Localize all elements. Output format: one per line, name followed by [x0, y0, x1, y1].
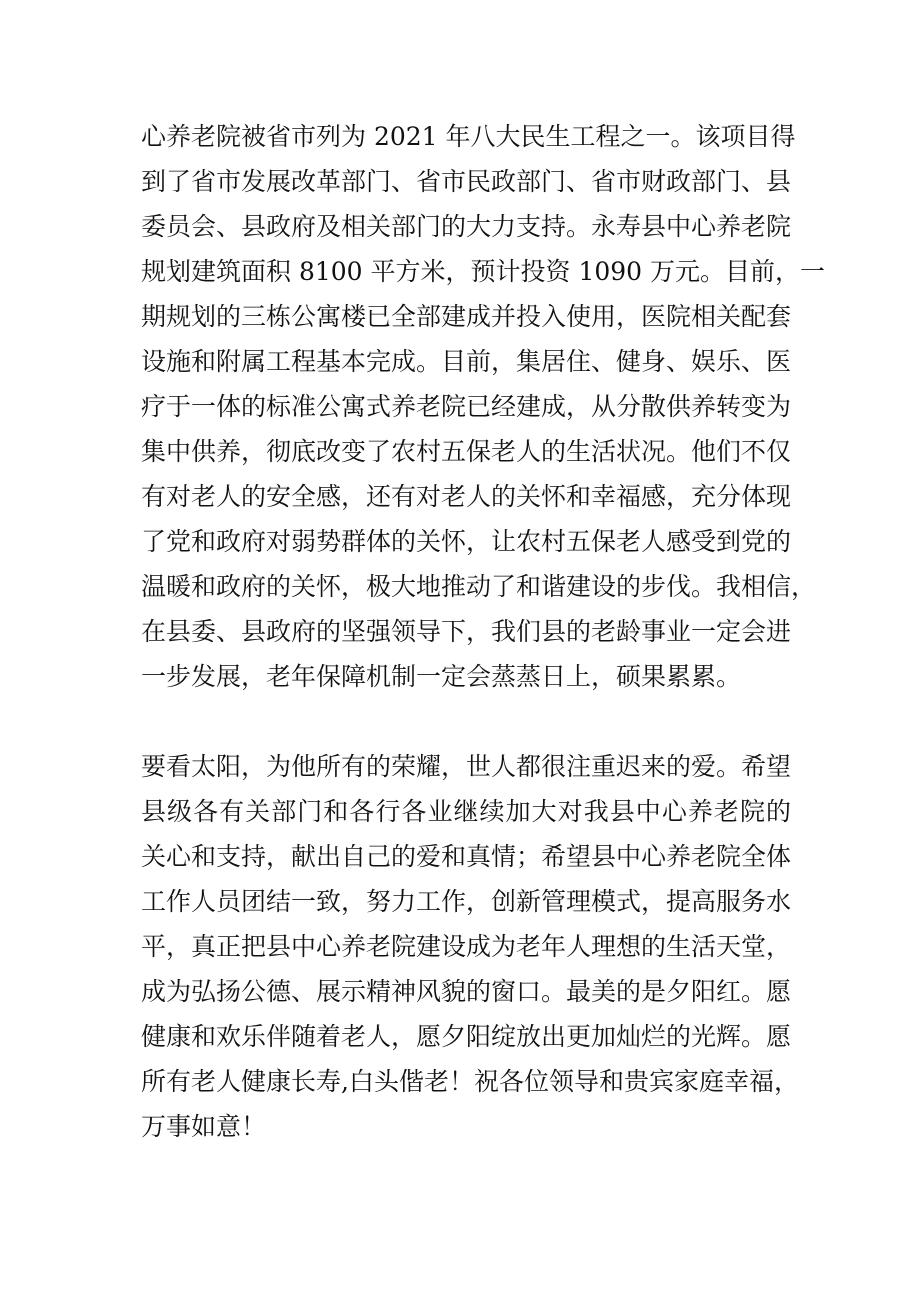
text-line: 要看太阳，为他所有的荣耀，世人都很注重迟来的爱。希望: [141, 752, 792, 781]
text-line: 规划建筑面积 8100 平方米，预计投资 1090 万元。目前，一: [141, 257, 826, 286]
text-line: 关心和支持，献出自己的爱和真情；希望县中心养老院全体: [141, 842, 792, 871]
text-line: 成为弘扬公德、展示精神风貌的窗口。最美的是夕阳红。愿: [141, 977, 792, 1006]
text-line: 县级各有关部门和各行各业继续加大对我县中心养老院的: [141, 797, 791, 826]
text-line: 工作人员团结一致，努力工作，创新管理模式，提高服务水: [141, 887, 792, 916]
text-line: 疗于一体的标准公寓式养老院已经建成，从分散供养转变为: [141, 392, 792, 421]
text-line: 到了省市发展改革部门、省市民政部门、省市财政部门、县: [141, 167, 792, 196]
text-line: 一步发展，老年保障机制一定会蒸蒸日上，硕果累累。: [141, 662, 742, 691]
text-line: 所有老人健康长寿,白头偕老！祝各位领导和贵宾家庭幸福，: [141, 1067, 799, 1096]
paragraph-2: [141, 744, 799, 1149]
text-line: 期规划的三栋公寓楼已全部建成并投入使用，医院相关配套: [141, 302, 792, 331]
text-line: 万事如意！: [141, 1112, 267, 1141]
text-line: 委员会、县政府及相关部门的大力支持。永寿县中心养老院: [141, 212, 792, 241]
text-line: 集中供养，彻底改变了农村五保老人的生活状况。他们不仅: [141, 437, 792, 466]
text-line: 健康和欢乐伴随着老人，愿夕阳绽放出更加灿烂的光辉。愿: [141, 1022, 792, 1051]
text-line: 设施和附属工程基本完成。目前，集居住、健身、娱乐、医: [141, 347, 792, 376]
text-line: 温暖和政府的关怀，极大地推动了和谐建设的步伐。我相信，: [141, 572, 817, 601]
text-line: 平，真正把县中心养老院建设成为老年人理想的生活天堂，: [141, 932, 792, 961]
text-line: 心养老院被省市列为 2021 年八大民生工程之一。该项目得: [141, 122, 796, 151]
paragraph-1: [141, 114, 826, 699]
text-line: 了党和政府对弱势群体的关怀，让农村五保老人感受到党的: [141, 527, 792, 556]
text-line: 有对老人的安全感，还有对老人的关怀和幸福感，充分体现: [141, 482, 792, 511]
text-line: 在县委、县政府的坚强领导下，我们县的老龄事业一定会进: [141, 617, 792, 646]
